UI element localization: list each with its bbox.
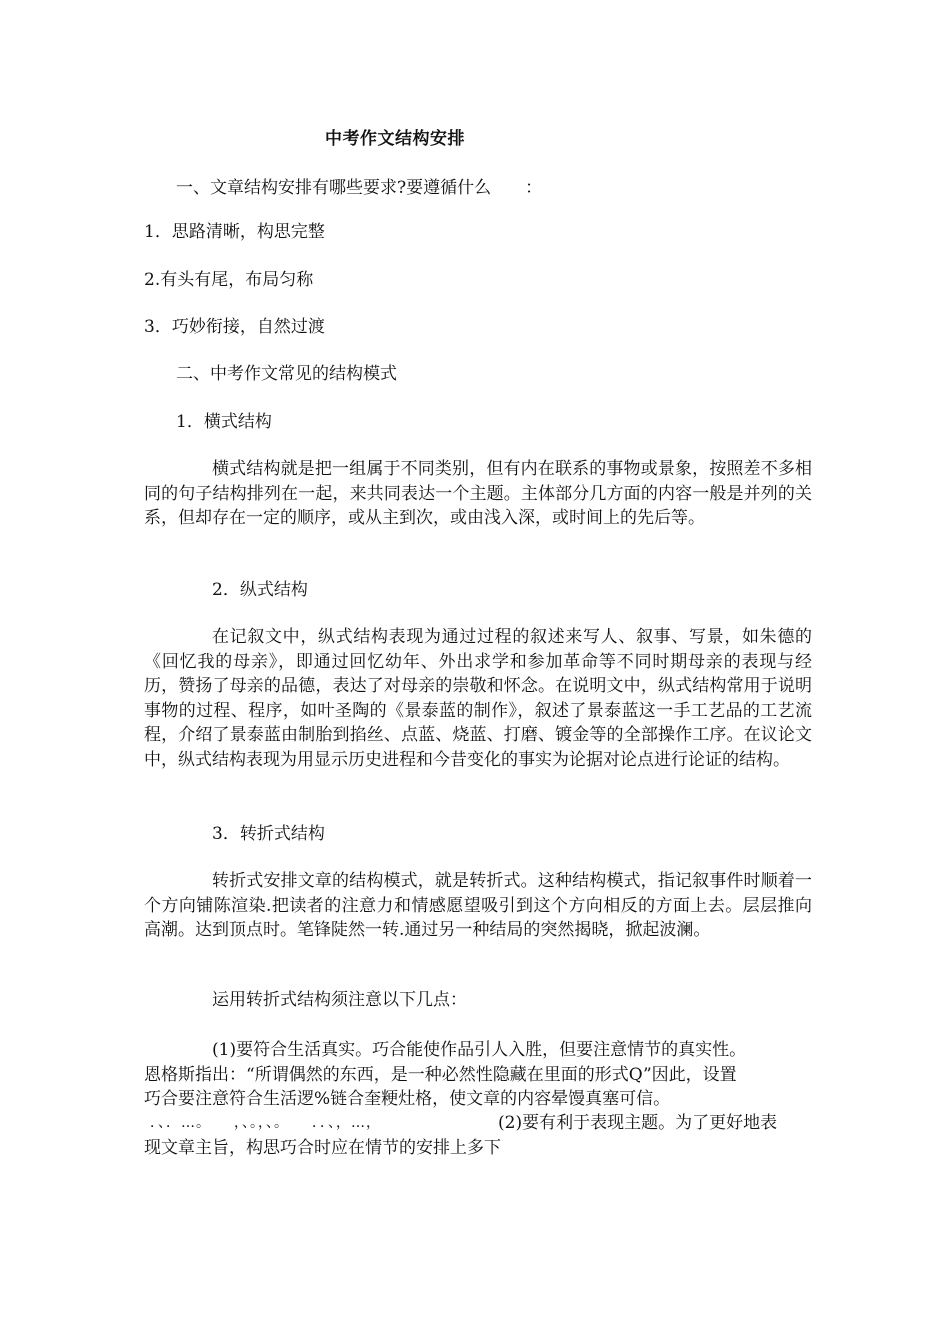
subheading-horizontal-structure: 1．横式结构 <box>176 412 272 432</box>
list-item-2: 2.有头有尾，布局匀称 <box>144 270 314 290</box>
paragraph-note-2-continued: 现文章主旨，构思巧合时应在情节的安排上多下 <box>144 1138 501 1158</box>
paragraph-note-1-line2: 恩格斯指出：“所谓偶然的东西，是一种必然性隐藏在里面的形式Q”因此，设置 <box>144 1065 737 1085</box>
paragraph-note-1-line1: (1)要符合生活真实。巧合能使作品引人入胜，但要注意情节的真实性。 <box>212 1040 747 1060</box>
subheading-turning-structure: 3．转折式结构 <box>212 824 325 844</box>
section-heading-1: 一、文章结构安排有哪些要求?要遵循什么 ： <box>176 178 543 198</box>
scattered-punctuation-marks: ．、．…。 ，、。，、。 ．．、，…， <box>150 1115 381 1131</box>
section-heading-2: 二、中考作文常见的结构模式 <box>176 364 397 384</box>
paragraph-notes-intro: 运用转折式结构须注意以下几点： <box>212 990 467 1010</box>
list-item-3: 3．巧妙衔接，自然过渡 <box>144 317 325 337</box>
subheading-vertical-structure: 2．纵式结构 <box>212 580 308 600</box>
document-title: 中考作文结构安排 <box>325 129 465 149</box>
paragraph-vertical-structure: 在记叙文中，纵式结构表现为通过过程的叙述来写人、叙事、写景，如朱德的《回忆我的母亲》，即通过回忆幼年、外出求学和参加革命等不同时期母亲的表现与经历，赞扬了母亲的品德，表达了对母亲的崇敬和怀念。在说明文中，纵式结构常用于说明事物的过程、程序，如叶圣陶的《景泰蓝的制作》，叙述了景泰蓝这一手工艺品的工艺流程，介绍了景泰蓝由制胎到掐丝、点蓝、烧蓝、打磨、镀金等的全部操作工序。在议论文中，纵式结构表现为用显示历史进程和今昔变化的事实为论据对论点进行论证的结构。 <box>144 627 812 770</box>
paragraph-note-2-start: (2)要有利于表现主题。为了更好地表 <box>498 1113 778 1133</box>
paragraph-note-1-line3: 巧合要注意符合生活逻%链合奎粳灶格，使文章的内容晕馒真塞可信。 <box>144 1089 671 1109</box>
list-item-1: 1．思路清晰，构思完整 <box>144 222 325 242</box>
paragraph-horizontal-structure: 横式结构就是把一组属于不同类别，但有内在联系的事物或景象，按照差不多相同的句子结构排列在一起，来共同表达一个主题。主体部分几方面的内容一般是并列的关系，但却存在一定的顺序，或从主到次，或由浅入深，或时间上的先后等。 <box>144 459 812 528</box>
paragraph-turning-structure: 转折式安排文章的结构模式，就是转折式。这种结构模式，指记叙事件时顺着一个方向铺陈渲染.把读者的注意力和情感愿望吸引到这个方向相反的方面上去。层层推向高潮。达到顶点时。笔锋陡然一转.通过另一种结局的突然揭晓，掀起波澜。 <box>144 871 812 940</box>
